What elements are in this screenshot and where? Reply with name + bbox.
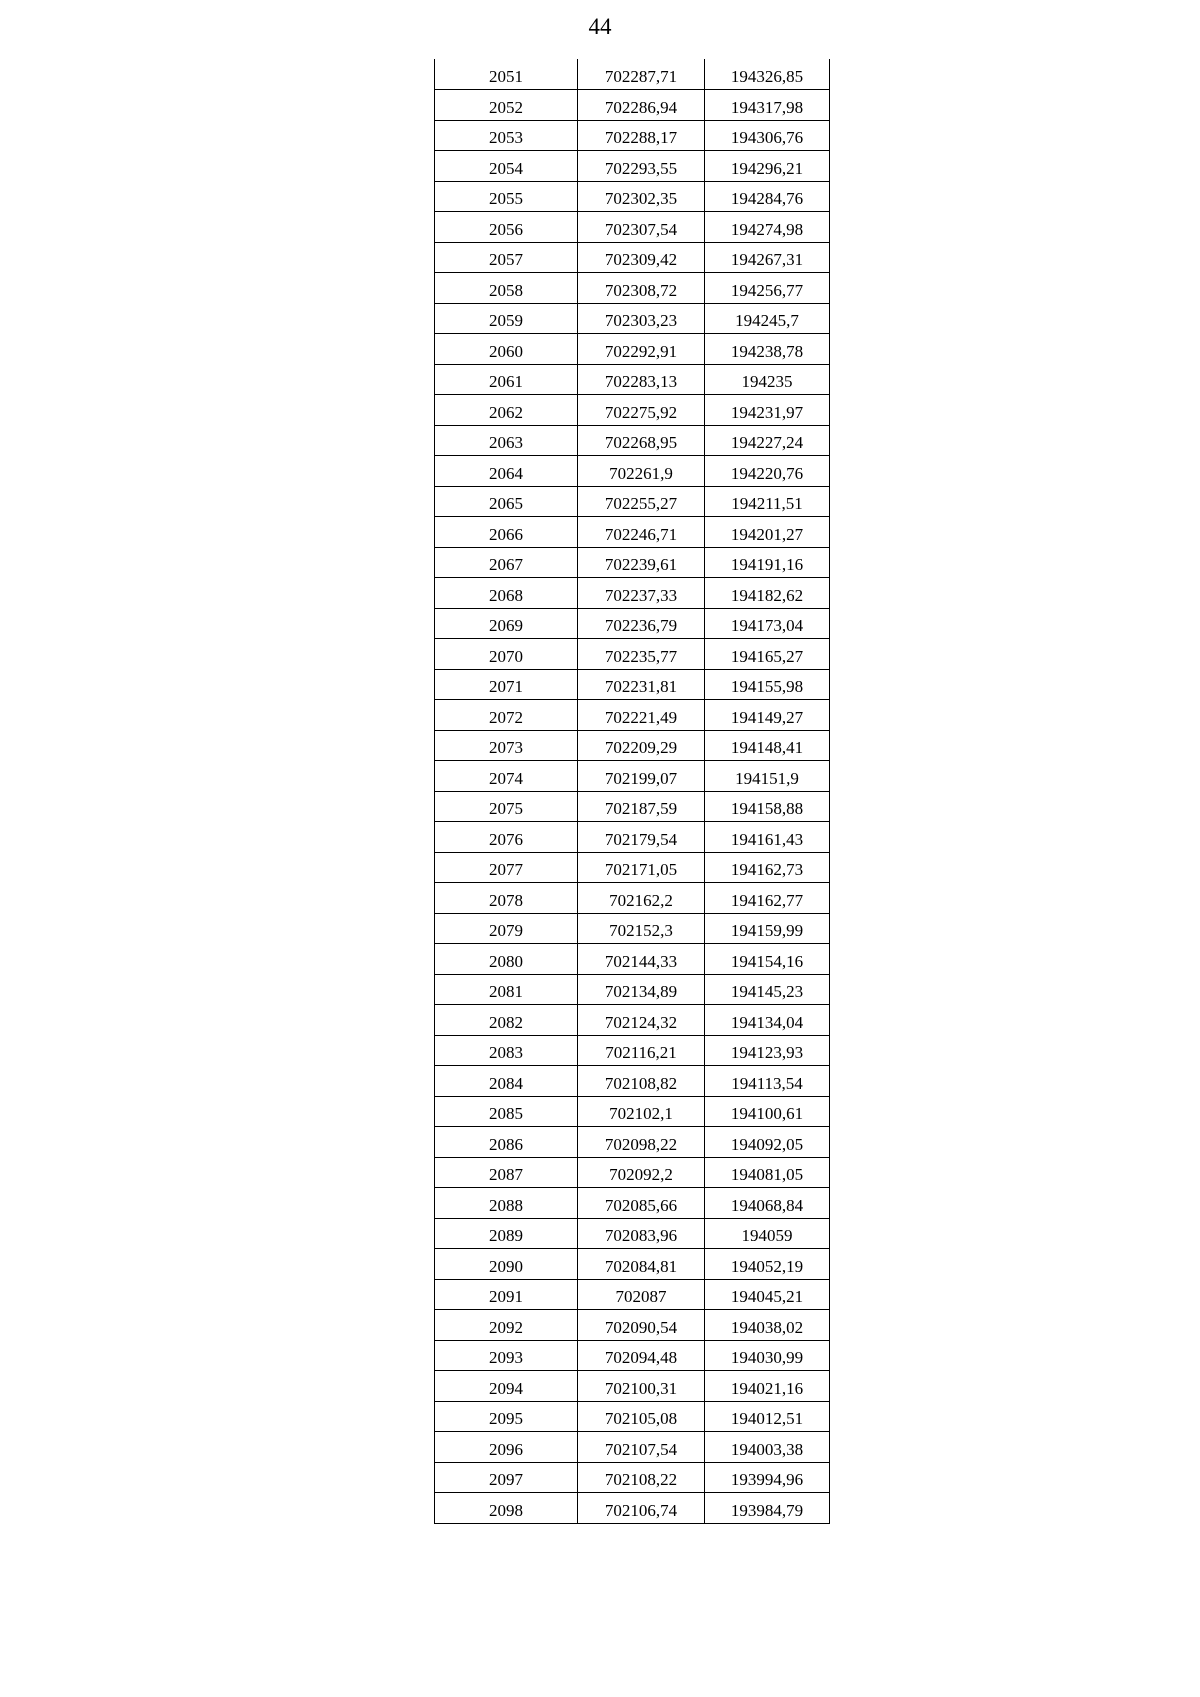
point-number-cell: 2083 (435, 1035, 578, 1066)
point-number-cell: 2078 (435, 883, 578, 914)
x-coordinate-cell: 702084,81 (578, 1249, 705, 1280)
table-row (435, 730, 830, 761)
x-coordinate-cell: 702303,23 (578, 303, 705, 334)
y-coordinate-cell: 194162,77 (705, 883, 830, 914)
point-number-cell: 2087 (435, 1157, 578, 1188)
y-coordinate-cell: 194149,27 (705, 700, 830, 731)
table-row (435, 120, 830, 151)
point-number-cell: 2060 (435, 334, 578, 365)
x-coordinate-cell: 702083,96 (578, 1218, 705, 1249)
x-coordinate-cell: 702108,22 (578, 1462, 705, 1493)
y-coordinate-cell: 194045,21 (705, 1279, 830, 1310)
x-coordinate-cell: 702261,9 (578, 456, 705, 487)
table-row (435, 1462, 830, 1493)
y-coordinate-cell: 194092,05 (705, 1127, 830, 1158)
x-coordinate-cell: 702090,54 (578, 1310, 705, 1341)
table-row (435, 1157, 830, 1188)
x-coordinate-cell: 702292,91 (578, 334, 705, 365)
x-coordinate-cell: 702235,77 (578, 639, 705, 670)
table-row (435, 364, 830, 395)
x-coordinate-cell: 702308,72 (578, 273, 705, 304)
point-number-cell: 2096 (435, 1432, 578, 1463)
table-row (435, 1279, 830, 1310)
table-row (435, 242, 830, 273)
point-number-cell: 2079 (435, 913, 578, 944)
x-coordinate-cell: 702246,71 (578, 517, 705, 548)
table-row (435, 1035, 830, 1066)
point-number-cell: 2052 (435, 90, 578, 121)
y-coordinate-cell: 194211,51 (705, 486, 830, 517)
table-row (435, 1371, 830, 1402)
table-row (435, 669, 830, 700)
point-number-cell: 2070 (435, 639, 578, 670)
y-coordinate-cell: 194274,98 (705, 212, 830, 243)
x-coordinate-cell: 702268,95 (578, 425, 705, 456)
y-coordinate-cell: 194220,76 (705, 456, 830, 487)
table-row (435, 883, 830, 914)
point-number-cell: 2098 (435, 1493, 578, 1524)
table-row (435, 212, 830, 243)
point-number-cell: 2051 (435, 59, 578, 90)
table-row (435, 1432, 830, 1463)
x-coordinate-cell: 702092,2 (578, 1157, 705, 1188)
x-coordinate-cell: 702187,59 (578, 791, 705, 822)
y-coordinate-cell: 194284,76 (705, 181, 830, 212)
point-number-cell: 2075 (435, 791, 578, 822)
point-number-cell: 2089 (435, 1218, 578, 1249)
x-coordinate-cell: 702106,74 (578, 1493, 705, 1524)
y-coordinate-cell: 194123,93 (705, 1035, 830, 1066)
y-coordinate-cell: 194100,61 (705, 1096, 830, 1127)
point-number-cell: 2059 (435, 303, 578, 334)
table-row (435, 334, 830, 365)
point-number-cell: 2085 (435, 1096, 578, 1127)
x-coordinate-cell: 702293,55 (578, 151, 705, 182)
table-row (435, 700, 830, 731)
y-coordinate-cell: 194134,04 (705, 1005, 830, 1036)
coordinates-table-body (435, 59, 830, 1523)
point-number-cell: 2063 (435, 425, 578, 456)
table-row (435, 1401, 830, 1432)
table-row (435, 822, 830, 853)
point-number-cell: 2058 (435, 273, 578, 304)
y-coordinate-cell: 194155,98 (705, 669, 830, 700)
point-number-cell: 2062 (435, 395, 578, 426)
y-coordinate-cell: 194148,41 (705, 730, 830, 761)
y-coordinate-cell: 193984,79 (705, 1493, 830, 1524)
x-coordinate-cell: 702239,61 (578, 547, 705, 578)
x-coordinate-cell: 702152,3 (578, 913, 705, 944)
x-coordinate-cell: 702124,32 (578, 1005, 705, 1036)
x-coordinate-cell: 702287,71 (578, 59, 705, 90)
y-coordinate-cell: 194165,27 (705, 639, 830, 670)
point-number-cell: 2095 (435, 1401, 578, 1432)
y-coordinate-cell: 194003,38 (705, 1432, 830, 1463)
y-coordinate-cell: 194227,24 (705, 425, 830, 456)
page-number: 44 (588, 14, 612, 39)
point-number-cell: 2073 (435, 730, 578, 761)
point-number-cell: 2091 (435, 1279, 578, 1310)
point-number-cell: 2061 (435, 364, 578, 395)
x-coordinate-cell: 702255,27 (578, 486, 705, 517)
y-coordinate-cell: 194191,16 (705, 547, 830, 578)
table-row (435, 547, 830, 578)
table-row (435, 59, 830, 90)
point-number-cell: 2056 (435, 212, 578, 243)
point-number-cell: 2081 (435, 974, 578, 1005)
y-coordinate-cell: 194151,9 (705, 761, 830, 792)
x-coordinate-cell: 702171,05 (578, 852, 705, 883)
y-coordinate-cell: 194145,23 (705, 974, 830, 1005)
table-row (435, 639, 830, 670)
y-coordinate-cell: 194154,16 (705, 944, 830, 975)
table-row (435, 1066, 830, 1097)
point-number-cell: 2057 (435, 242, 578, 273)
x-coordinate-cell: 702283,13 (578, 364, 705, 395)
point-number-cell: 2080 (435, 944, 578, 975)
table-row (435, 1218, 830, 1249)
point-number-cell: 2074 (435, 761, 578, 792)
point-number-cell: 2090 (435, 1249, 578, 1280)
x-coordinate-cell: 702098,22 (578, 1127, 705, 1158)
table-row (435, 1340, 830, 1371)
table-row (435, 1493, 830, 1524)
x-coordinate-cell: 702288,17 (578, 120, 705, 151)
y-coordinate-cell: 194030,99 (705, 1340, 830, 1371)
x-coordinate-cell: 702107,54 (578, 1432, 705, 1463)
y-coordinate-cell: 194158,88 (705, 791, 830, 822)
point-number-cell: 2053 (435, 120, 578, 151)
x-coordinate-cell: 702231,81 (578, 669, 705, 700)
table-row (435, 608, 830, 639)
x-coordinate-cell: 702134,89 (578, 974, 705, 1005)
x-coordinate-cell: 702100,31 (578, 1371, 705, 1402)
x-coordinate-cell: 702309,42 (578, 242, 705, 273)
y-coordinate-cell: 194159,99 (705, 913, 830, 944)
table-row (435, 791, 830, 822)
y-coordinate-cell: 194162,73 (705, 852, 830, 883)
x-coordinate-cell: 702087 (578, 1279, 705, 1310)
table-row (435, 456, 830, 487)
x-coordinate-cell: 702144,33 (578, 944, 705, 975)
y-coordinate-cell: 194173,04 (705, 608, 830, 639)
table-row (435, 303, 830, 334)
x-coordinate-cell: 702116,21 (578, 1035, 705, 1066)
point-number-cell: 2064 (435, 456, 578, 487)
table-row (435, 1096, 830, 1127)
y-coordinate-cell: 194052,19 (705, 1249, 830, 1280)
x-coordinate-cell: 702199,07 (578, 761, 705, 792)
y-coordinate-cell: 194059 (705, 1218, 830, 1249)
y-coordinate-cell: 194238,78 (705, 334, 830, 365)
table-row (435, 1005, 830, 1036)
point-number-cell: 2072 (435, 700, 578, 731)
table-row (435, 913, 830, 944)
table-row (435, 1249, 830, 1280)
x-coordinate-cell: 702162,2 (578, 883, 705, 914)
y-coordinate-cell: 194245,7 (705, 303, 830, 334)
point-number-cell: 2084 (435, 1066, 578, 1097)
table-row (435, 1188, 830, 1219)
point-number-cell: 2066 (435, 517, 578, 548)
table-row (435, 974, 830, 1005)
table-row (435, 395, 830, 426)
x-coordinate-cell: 702105,08 (578, 1401, 705, 1432)
x-coordinate-cell: 702179,54 (578, 822, 705, 853)
point-number-cell: 2088 (435, 1188, 578, 1219)
point-number-cell: 2094 (435, 1371, 578, 1402)
y-coordinate-cell: 194021,16 (705, 1371, 830, 1402)
table-row (435, 517, 830, 548)
point-number-cell: 2077 (435, 852, 578, 883)
point-number-cell: 2067 (435, 547, 578, 578)
table-row (435, 425, 830, 456)
point-number-cell: 2068 (435, 578, 578, 609)
table-row (435, 761, 830, 792)
x-coordinate-cell: 702302,35 (578, 181, 705, 212)
y-coordinate-cell: 194201,27 (705, 517, 830, 548)
x-coordinate-cell: 702275,92 (578, 395, 705, 426)
point-number-cell: 2055 (435, 181, 578, 212)
coordinates-table (434, 59, 830, 1524)
y-coordinate-cell: 194326,85 (705, 59, 830, 90)
y-coordinate-cell: 194012,51 (705, 1401, 830, 1432)
table-row (435, 852, 830, 883)
point-number-cell: 2093 (435, 1340, 578, 1371)
x-coordinate-cell: 702094,48 (578, 1340, 705, 1371)
point-number-cell: 2082 (435, 1005, 578, 1036)
table-row (435, 578, 830, 609)
y-coordinate-cell: 194068,84 (705, 1188, 830, 1219)
x-coordinate-cell: 702237,33 (578, 578, 705, 609)
y-coordinate-cell: 194256,77 (705, 273, 830, 304)
y-coordinate-cell: 194081,05 (705, 1157, 830, 1188)
point-number-cell: 2054 (435, 151, 578, 182)
table-row (435, 181, 830, 212)
point-number-cell: 2069 (435, 608, 578, 639)
x-coordinate-cell: 702102,1 (578, 1096, 705, 1127)
table-row (435, 151, 830, 182)
y-coordinate-cell: 194235 (705, 364, 830, 395)
table-row (435, 1310, 830, 1341)
x-coordinate-cell: 702307,54 (578, 212, 705, 243)
table-row (435, 273, 830, 304)
y-coordinate-cell: 194317,98 (705, 90, 830, 121)
point-number-cell: 2065 (435, 486, 578, 517)
y-coordinate-cell: 194182,62 (705, 578, 830, 609)
table-row (435, 944, 830, 975)
y-coordinate-cell: 194306,76 (705, 120, 830, 151)
y-coordinate-cell: 194296,21 (705, 151, 830, 182)
y-coordinate-cell: 194161,43 (705, 822, 830, 853)
point-number-cell: 2076 (435, 822, 578, 853)
y-coordinate-cell: 194113,54 (705, 1066, 830, 1097)
table-row (435, 486, 830, 517)
x-coordinate-cell: 702085,66 (578, 1188, 705, 1219)
y-coordinate-cell: 194231,97 (705, 395, 830, 426)
x-coordinate-cell: 702236,79 (578, 608, 705, 639)
point-number-cell: 2092 (435, 1310, 578, 1341)
point-number-cell: 2086 (435, 1127, 578, 1158)
y-coordinate-cell: 193994,96 (705, 1462, 830, 1493)
point-number-cell: 2071 (435, 669, 578, 700)
x-coordinate-cell: 702286,94 (578, 90, 705, 121)
x-coordinate-cell: 702108,82 (578, 1066, 705, 1097)
x-coordinate-cell: 702221,49 (578, 700, 705, 731)
table-row (435, 90, 830, 121)
point-number-cell: 2097 (435, 1462, 578, 1493)
y-coordinate-cell: 194267,31 (705, 242, 830, 273)
x-coordinate-cell: 702209,29 (578, 730, 705, 761)
y-coordinate-cell: 194038,02 (705, 1310, 830, 1341)
table-row (435, 1127, 830, 1158)
